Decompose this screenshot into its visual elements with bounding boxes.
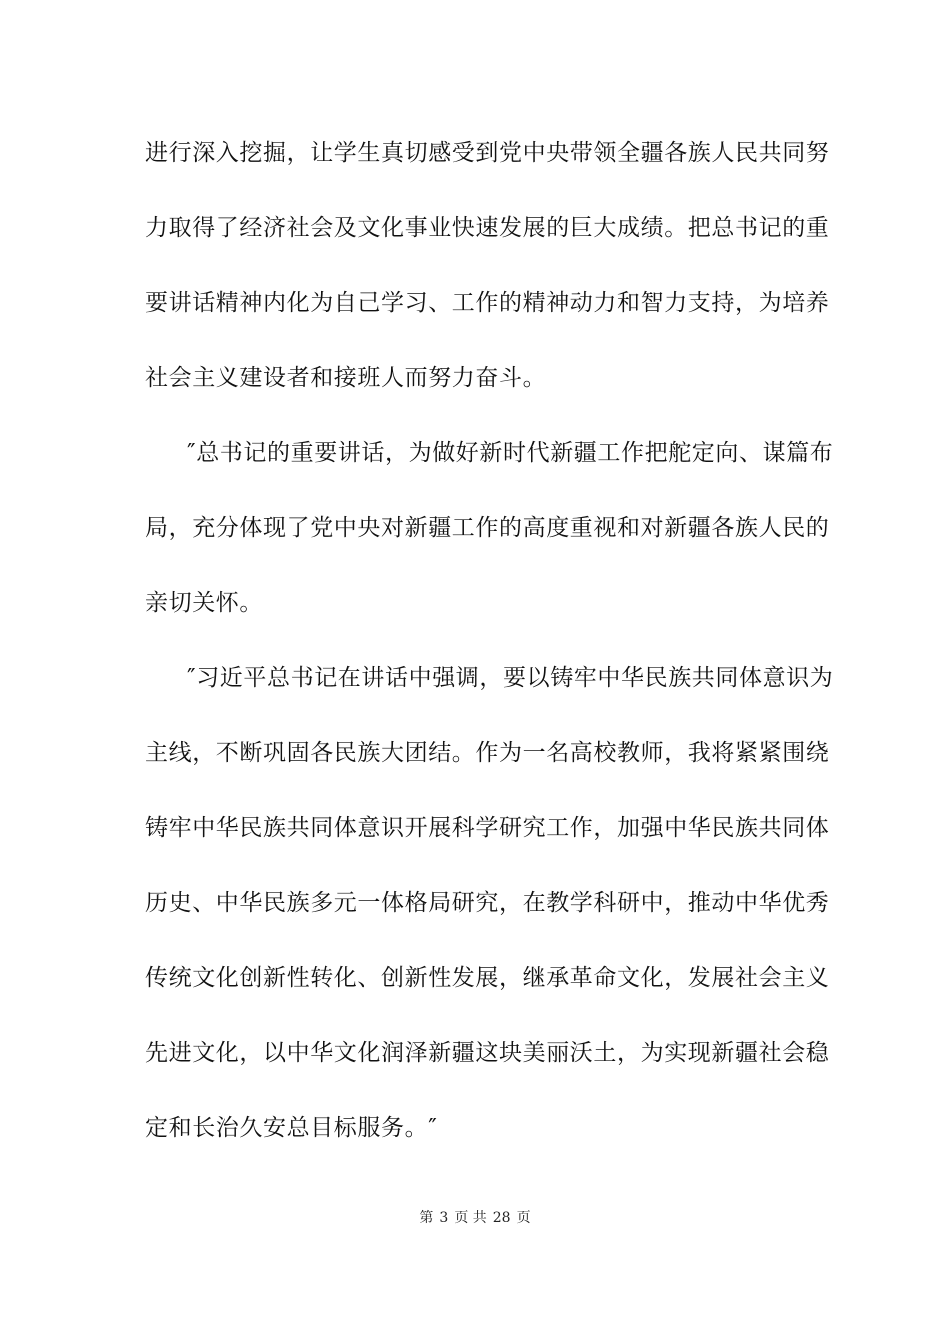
footer-page-number: 3	[439, 1210, 449, 1226]
paragraph-1-line-2: 力取得了经济社会及文化事业快速发展的巨大成绩。把总书记的重	[145, 215, 830, 241]
paragraph-3-line-2: 主线，不断巩固各民族大团结。作为一名高校教师，我将紧紧围绕	[145, 740, 830, 766]
footer-page-suffix: 页	[516, 1210, 531, 1226]
paragraph-1-line-4: 社会主义建设者和接班人而努力奋斗。	[145, 365, 547, 391]
page-footer	[0, 1208, 950, 1228]
footer-total-pages: 28	[492, 1210, 511, 1226]
paragraph-1-line-1: 进行深入挖掘，让学生真切感受到党中央带领全疆各族人民共同努	[145, 140, 830, 166]
paragraph-3-line-5: 传统文化创新性转化、创新性发展，继承革命文化，发展社会主义	[145, 965, 830, 991]
paragraph-3-line-4: 历史、中华民族多元一体格局研究，在教学科研中，推动中华优秀	[145, 890, 830, 916]
paragraph-3-line-7: 定和长治久安总目标服务。″	[145, 1115, 438, 1141]
paragraph-3-line-6: 先进文化，以中华文化润泽新疆这块美丽沃土，为实现新疆社会稳	[145, 1040, 830, 1066]
footer-page-mid: 页 共	[454, 1210, 487, 1226]
paragraph-3-line-3: 铸牢中华民族共同体意识开展科学研究工作，加强中华民族共同体	[145, 815, 830, 841]
paragraph-2-line-3: 亲切关怀。	[145, 590, 263, 616]
paragraph-2-line-1: ″总书记的重要讲话，为做好新时代新疆工作把舵定向、谋篇布	[187, 440, 834, 466]
paragraph-1-line-3: 要讲话精神内化为自己学习、工作的精神动力和智力支持，为培养	[145, 290, 830, 316]
paragraph-2-line-2: 局，充分体现了党中央对新疆工作的高度重视和对新疆各族人民的	[145, 515, 830, 541]
paragraph-3-line-1: ″习近平总书记在讲话中强调，要以铸牢中华民族共同体意识为	[187, 665, 834, 691]
footer-page-prefix: 第	[419, 1210, 434, 1226]
